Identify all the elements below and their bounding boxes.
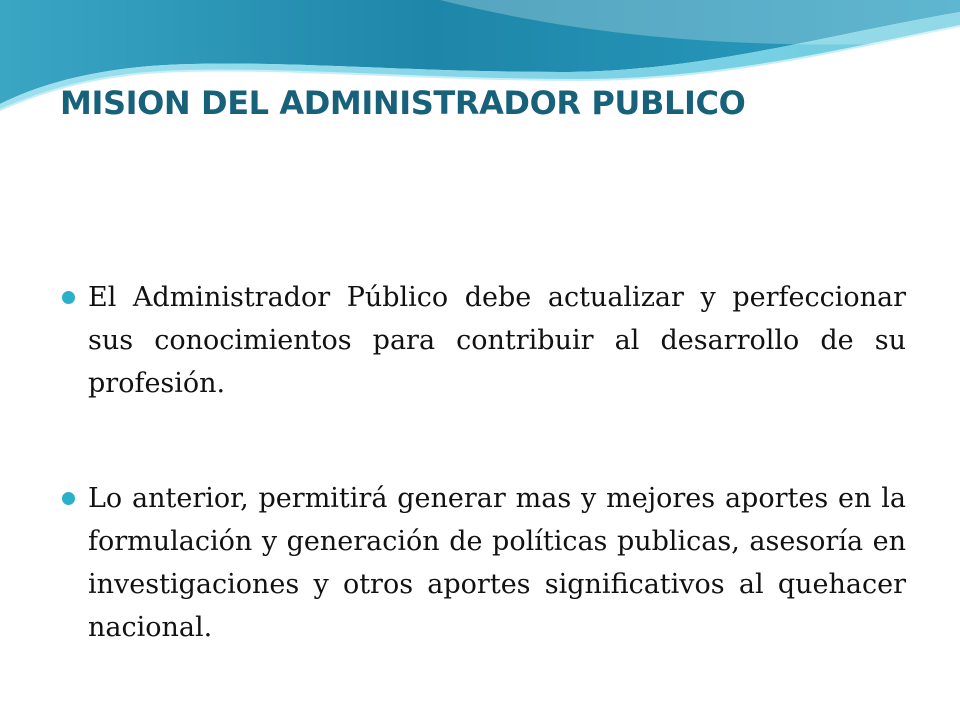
- bullet-dot-icon: [62, 291, 75, 304]
- bullet-item: [60, 276, 906, 405]
- bullet-dot-icon: [62, 492, 75, 505]
- bullet-list: [60, 276, 906, 649]
- bullet-item: [60, 477, 906, 649]
- bullet-text: Lo anterior, permitirá generar mas y mejores aportes en la formulación y generación de políticas publicas, asesoría en investigaciones y otros aportes significativos al quehacer nacional.: [88, 483, 906, 643]
- slide-title: MISION DEL ADMINISTRADOR PUBLICO: [60, 84, 746, 122]
- bullet-text: El Administrador Público debe actualizar y perfeccionar sus conocimientos para contribuir al desarrollo de su profesión.: [88, 282, 906, 399]
